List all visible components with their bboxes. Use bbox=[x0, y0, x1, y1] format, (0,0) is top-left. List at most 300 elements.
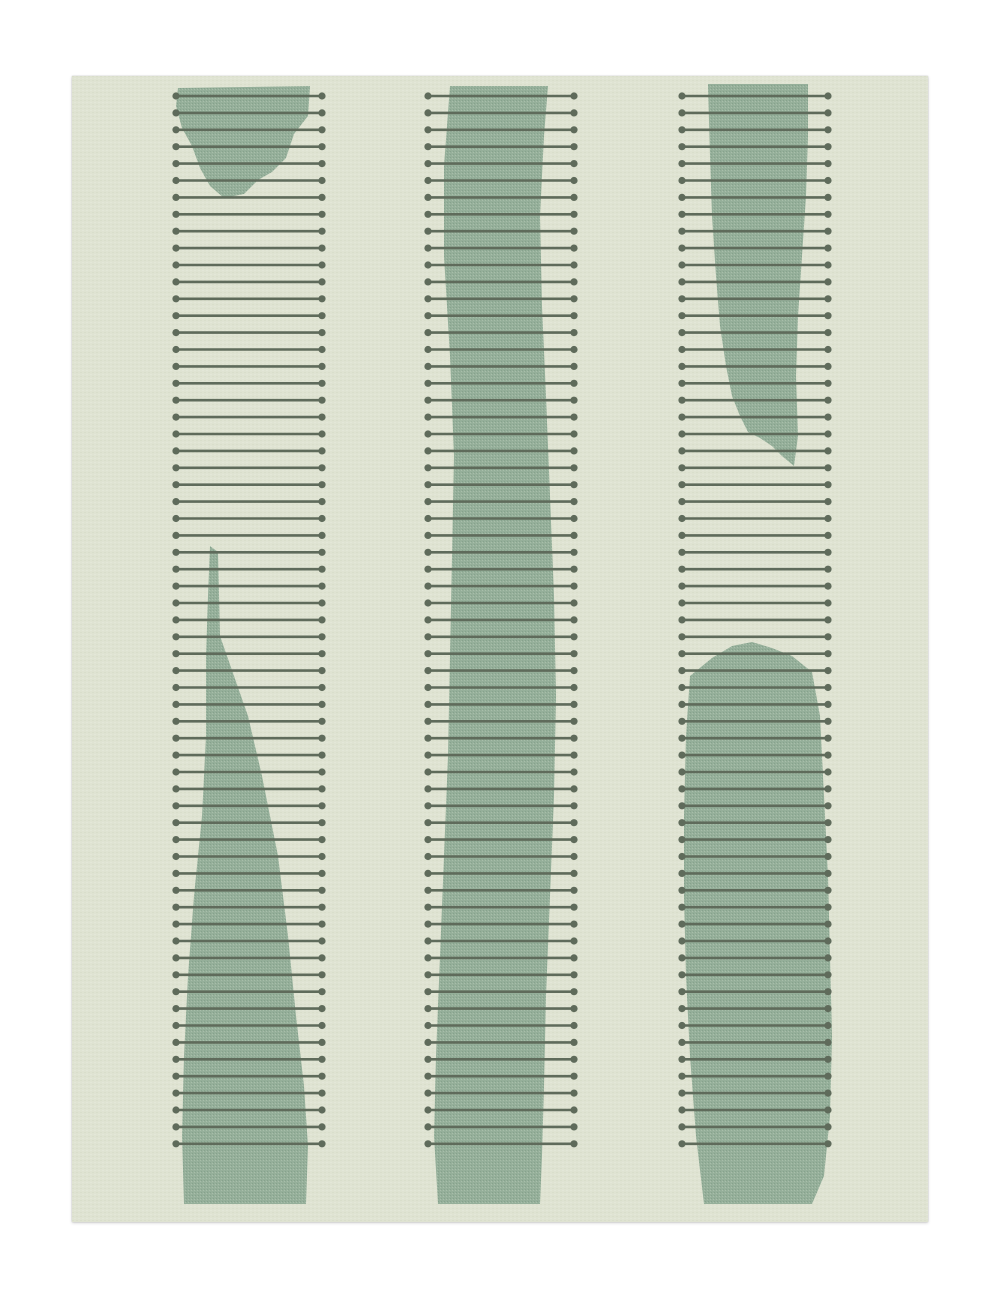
rung-dot bbox=[424, 363, 431, 370]
rung-dot bbox=[824, 397, 831, 404]
rung-dot bbox=[570, 971, 577, 978]
rung-dot bbox=[570, 430, 577, 437]
rung-dot bbox=[318, 853, 325, 860]
rung-dot bbox=[424, 532, 431, 539]
rung-dot bbox=[424, 1039, 431, 1046]
rung-dot bbox=[172, 414, 179, 421]
rung-dot bbox=[424, 1056, 431, 1063]
rung-dot bbox=[318, 802, 325, 809]
rung-dot bbox=[678, 667, 685, 674]
rung-dot bbox=[424, 633, 431, 640]
rung-dot bbox=[570, 937, 577, 944]
rung-dot bbox=[172, 295, 179, 302]
rung-dot bbox=[318, 447, 325, 454]
rung-dot bbox=[570, 752, 577, 759]
rung-dot bbox=[318, 1106, 325, 1113]
rung-dot bbox=[570, 278, 577, 285]
rung-dot bbox=[678, 1106, 685, 1113]
rung-dot bbox=[424, 954, 431, 961]
rung-dot bbox=[570, 768, 577, 775]
rung-dot bbox=[318, 160, 325, 167]
rung-dot bbox=[678, 211, 685, 218]
rung-dot bbox=[824, 1056, 831, 1063]
rung-dot bbox=[318, 735, 325, 742]
rung-dot bbox=[172, 549, 179, 556]
rung-dot bbox=[678, 414, 685, 421]
rung-dot bbox=[172, 447, 179, 454]
rung-dot bbox=[570, 583, 577, 590]
rung-dot bbox=[824, 1039, 831, 1046]
rung-dot bbox=[172, 1090, 179, 1097]
rung-dot bbox=[424, 245, 431, 252]
rung-dot bbox=[424, 650, 431, 657]
rung-dot bbox=[172, 228, 179, 235]
rung-dot bbox=[824, 887, 831, 894]
rung-dot bbox=[172, 768, 179, 775]
rung-dot bbox=[424, 1123, 431, 1130]
rung-dot bbox=[318, 599, 325, 606]
rung-dot bbox=[678, 464, 685, 471]
rung-dot bbox=[172, 802, 179, 809]
rung-dot bbox=[424, 937, 431, 944]
rung-dot bbox=[824, 836, 831, 843]
rung-dot bbox=[424, 380, 431, 387]
rung-dot bbox=[424, 160, 431, 167]
rung-dot bbox=[824, 650, 831, 657]
rung-dot bbox=[824, 954, 831, 961]
rung-dot bbox=[172, 1073, 179, 1080]
rung-dot bbox=[824, 718, 831, 725]
rung-dot bbox=[172, 515, 179, 522]
rung-dot bbox=[824, 329, 831, 336]
rung-dot bbox=[424, 414, 431, 421]
rung-dot bbox=[570, 988, 577, 995]
rung-dot bbox=[318, 414, 325, 421]
rung-dot bbox=[824, 295, 831, 302]
rung-dot bbox=[678, 363, 685, 370]
rung-dot bbox=[172, 684, 179, 691]
rung-dot bbox=[318, 1056, 325, 1063]
rung-dot bbox=[318, 1022, 325, 1029]
rung-dot bbox=[824, 481, 831, 488]
rung-dot bbox=[678, 380, 685, 387]
rung-dot bbox=[318, 1090, 325, 1097]
rung-dot bbox=[678, 752, 685, 759]
rung-dot bbox=[678, 684, 685, 691]
rung-dot bbox=[318, 904, 325, 911]
rung-dot bbox=[824, 735, 831, 742]
rung-dot bbox=[824, 566, 831, 573]
rung-dot bbox=[824, 583, 831, 590]
rung-dot bbox=[678, 346, 685, 353]
rung-dot bbox=[678, 853, 685, 860]
rung-dot bbox=[172, 583, 179, 590]
rung-dot bbox=[172, 566, 179, 573]
rung-dot bbox=[570, 633, 577, 640]
rung-dot bbox=[424, 667, 431, 674]
rung-dot bbox=[824, 802, 831, 809]
rung-dot bbox=[570, 549, 577, 556]
rung-dot bbox=[824, 532, 831, 539]
rung-dot bbox=[424, 735, 431, 742]
rung-dot bbox=[824, 92, 831, 99]
rung-dot bbox=[570, 126, 577, 133]
rung-dot bbox=[424, 549, 431, 556]
rung-dot bbox=[172, 836, 179, 843]
rung-dot bbox=[424, 261, 431, 268]
rung-dot bbox=[424, 211, 431, 218]
rung-dot bbox=[570, 921, 577, 928]
rung-dot bbox=[172, 464, 179, 471]
rung-dot bbox=[678, 1056, 685, 1063]
rung-dot bbox=[172, 988, 179, 995]
rung-dot bbox=[424, 126, 431, 133]
rung-dot bbox=[824, 633, 831, 640]
rung-dot bbox=[824, 1005, 831, 1012]
rung-dot bbox=[824, 363, 831, 370]
rung-dot bbox=[172, 329, 179, 336]
rung-dot bbox=[318, 380, 325, 387]
rung-dot bbox=[678, 836, 685, 843]
rung-dot bbox=[570, 1005, 577, 1012]
rung-dot bbox=[424, 718, 431, 725]
rung-dot bbox=[318, 464, 325, 471]
rung-dot bbox=[318, 1123, 325, 1130]
rung-dot bbox=[678, 1073, 685, 1080]
rung-dot bbox=[424, 1005, 431, 1012]
rung-dot bbox=[570, 194, 577, 201]
rung-dot bbox=[172, 701, 179, 708]
rung-dot bbox=[318, 194, 325, 201]
rung-dot bbox=[318, 701, 325, 708]
rung-dot bbox=[824, 1022, 831, 1029]
rung-dot bbox=[318, 1073, 325, 1080]
rung-dot bbox=[172, 481, 179, 488]
rung-dot bbox=[570, 312, 577, 319]
rung-dot bbox=[570, 870, 577, 877]
rung-dot bbox=[424, 295, 431, 302]
rung-dot bbox=[678, 160, 685, 167]
rung-dot bbox=[570, 380, 577, 387]
rung-dot bbox=[570, 160, 577, 167]
rung-dot bbox=[172, 532, 179, 539]
rung-dot bbox=[318, 92, 325, 99]
rung-dot bbox=[570, 701, 577, 708]
rung-dot bbox=[678, 785, 685, 792]
rung-dot bbox=[172, 498, 179, 505]
rung-dot bbox=[678, 397, 685, 404]
rung-dot bbox=[678, 887, 685, 894]
rung-dot bbox=[318, 633, 325, 640]
rung-dot bbox=[824, 278, 831, 285]
rung-dot bbox=[824, 785, 831, 792]
rung-dot bbox=[824, 988, 831, 995]
rung-dot bbox=[824, 870, 831, 877]
rung-dot bbox=[318, 684, 325, 691]
rung-dot bbox=[318, 363, 325, 370]
rung-dot bbox=[318, 228, 325, 235]
rung-dot bbox=[824, 549, 831, 556]
rung-dot bbox=[318, 650, 325, 657]
rung-dot bbox=[570, 228, 577, 235]
rung-dot bbox=[824, 177, 831, 184]
rung-dot bbox=[172, 921, 179, 928]
rung-dot bbox=[824, 261, 831, 268]
rung-dot bbox=[172, 278, 179, 285]
rung-dot bbox=[570, 1090, 577, 1097]
rung-dot bbox=[424, 887, 431, 894]
rung-dot bbox=[172, 160, 179, 167]
rung-dot bbox=[824, 1140, 831, 1147]
rung-dot bbox=[172, 667, 179, 674]
rung-dot bbox=[424, 177, 431, 184]
rung-dot bbox=[172, 143, 179, 150]
rung-dot bbox=[318, 549, 325, 556]
rung-dot bbox=[824, 1106, 831, 1113]
rung-dot bbox=[424, 819, 431, 826]
rung-dot bbox=[424, 498, 431, 505]
rung-dot bbox=[424, 566, 431, 573]
rung-dot bbox=[678, 735, 685, 742]
rung-dot bbox=[824, 904, 831, 911]
rung-dot bbox=[570, 346, 577, 353]
rung-dot bbox=[424, 447, 431, 454]
rung-dot bbox=[678, 870, 685, 877]
rung-dot bbox=[678, 1090, 685, 1097]
rung-dot bbox=[424, 481, 431, 488]
rung-dot bbox=[318, 752, 325, 759]
rung-dot bbox=[678, 532, 685, 539]
rung-dot bbox=[824, 684, 831, 691]
rung-dot bbox=[318, 937, 325, 944]
rung-dot bbox=[424, 616, 431, 623]
rung-dot bbox=[824, 194, 831, 201]
rung-dot bbox=[678, 954, 685, 961]
rung-dot bbox=[424, 768, 431, 775]
rung-dot bbox=[318, 1039, 325, 1046]
rung-dot bbox=[424, 1106, 431, 1113]
rung-dot bbox=[318, 954, 325, 961]
rung-dot bbox=[318, 143, 325, 150]
rung-dot bbox=[172, 92, 179, 99]
rung-dot bbox=[678, 1022, 685, 1029]
rung-dot bbox=[172, 1106, 179, 1113]
rung-dot bbox=[824, 464, 831, 471]
rung-dot bbox=[172, 1056, 179, 1063]
rung-dot bbox=[318, 718, 325, 725]
rung-dot bbox=[570, 650, 577, 657]
rung-dot bbox=[678, 430, 685, 437]
rung-dot bbox=[172, 752, 179, 759]
rung-dot bbox=[424, 752, 431, 759]
rung-dot bbox=[570, 92, 577, 99]
rung-dot bbox=[678, 447, 685, 454]
rung-dot bbox=[318, 1140, 325, 1147]
rung-dot bbox=[678, 971, 685, 978]
rung-dot bbox=[172, 971, 179, 978]
rung-dot bbox=[824, 211, 831, 218]
rung-dot bbox=[318, 532, 325, 539]
rung-dot bbox=[824, 447, 831, 454]
rung-dot bbox=[824, 346, 831, 353]
rung-dot bbox=[318, 667, 325, 674]
rung-dot bbox=[570, 887, 577, 894]
rung-dot bbox=[172, 1005, 179, 1012]
rung-dot bbox=[824, 414, 831, 421]
rung-dot bbox=[570, 904, 577, 911]
rung-dot bbox=[570, 616, 577, 623]
rung-dot bbox=[824, 143, 831, 150]
rung-dot bbox=[570, 819, 577, 826]
rung-dot bbox=[824, 380, 831, 387]
rung-dot bbox=[172, 363, 179, 370]
rung-dot bbox=[678, 1005, 685, 1012]
rung-dot bbox=[824, 921, 831, 928]
rung-dot bbox=[172, 397, 179, 404]
rung-dot bbox=[570, 177, 577, 184]
rung-dot bbox=[824, 616, 831, 623]
rung-dot bbox=[172, 904, 179, 911]
rung-dot bbox=[318, 836, 325, 843]
rug-image bbox=[72, 76, 928, 1222]
rung-dot bbox=[570, 667, 577, 674]
rung-dot bbox=[318, 346, 325, 353]
rung-dot bbox=[824, 937, 831, 944]
rung-dot bbox=[424, 836, 431, 843]
rung-dot bbox=[678, 194, 685, 201]
rung-dot bbox=[570, 735, 577, 742]
rung-dot bbox=[678, 921, 685, 928]
rung-dot bbox=[570, 684, 577, 691]
rung-dot bbox=[570, 1073, 577, 1080]
rung-dot bbox=[318, 245, 325, 252]
rung-dot bbox=[570, 414, 577, 421]
rung-dot bbox=[678, 481, 685, 488]
rung-dot bbox=[824, 312, 831, 319]
rung-dot bbox=[824, 228, 831, 235]
rung-dot bbox=[172, 937, 179, 944]
rung-dot bbox=[172, 718, 179, 725]
rung-dot bbox=[678, 904, 685, 911]
rung-dot bbox=[318, 819, 325, 826]
rung-dot bbox=[318, 126, 325, 133]
rung-dot bbox=[824, 971, 831, 978]
rung-dot bbox=[678, 819, 685, 826]
rung-dot bbox=[424, 515, 431, 522]
rung-dot bbox=[424, 599, 431, 606]
rung-dot bbox=[678, 718, 685, 725]
rung-dot bbox=[678, 312, 685, 319]
rung-dot bbox=[318, 397, 325, 404]
rung-dot bbox=[318, 278, 325, 285]
rung-dot bbox=[424, 278, 431, 285]
rung-dot bbox=[172, 194, 179, 201]
rung-dot bbox=[678, 616, 685, 623]
rung-dot bbox=[678, 1140, 685, 1147]
rung-dot bbox=[570, 464, 577, 471]
rung-dot bbox=[318, 295, 325, 302]
rung-dot bbox=[570, 245, 577, 252]
rung-dot bbox=[172, 633, 179, 640]
rung-dot bbox=[318, 616, 325, 623]
rung-dot bbox=[678, 92, 685, 99]
rung-dot bbox=[424, 988, 431, 995]
rung-dot bbox=[570, 1039, 577, 1046]
rung-dot bbox=[678, 937, 685, 944]
rung-dot bbox=[824, 160, 831, 167]
rung-dot bbox=[424, 904, 431, 911]
rung-dot bbox=[172, 346, 179, 353]
rung-dot bbox=[570, 1056, 577, 1063]
rung-dot bbox=[570, 718, 577, 725]
rung-dot bbox=[424, 1022, 431, 1029]
rung-dot bbox=[424, 430, 431, 437]
rung-dot bbox=[318, 768, 325, 775]
rung-dot bbox=[318, 971, 325, 978]
rung-dot bbox=[570, 599, 577, 606]
rung-dot bbox=[824, 430, 831, 437]
rung-dot bbox=[678, 650, 685, 657]
rung-dot bbox=[172, 126, 179, 133]
rung-dot bbox=[678, 802, 685, 809]
rung-dot bbox=[318, 515, 325, 522]
rung-dot bbox=[318, 1005, 325, 1012]
rung-dot bbox=[824, 599, 831, 606]
rung-dot bbox=[172, 785, 179, 792]
rung-dot bbox=[570, 532, 577, 539]
rung-dot bbox=[824, 126, 831, 133]
rung-dot bbox=[318, 109, 325, 116]
rung-dot bbox=[424, 684, 431, 691]
rung-dot bbox=[678, 1123, 685, 1130]
rung-dot bbox=[678, 126, 685, 133]
rung-dot bbox=[172, 1039, 179, 1046]
rung-dot bbox=[570, 853, 577, 860]
rung-dot bbox=[318, 583, 325, 590]
rung-dot bbox=[172, 312, 179, 319]
rung-dot bbox=[678, 549, 685, 556]
rung-dot bbox=[678, 498, 685, 505]
rung-dot bbox=[172, 211, 179, 218]
rung-dot bbox=[172, 261, 179, 268]
rung-dot bbox=[824, 1090, 831, 1097]
rung-dot bbox=[678, 515, 685, 522]
rung-dot bbox=[424, 329, 431, 336]
rung-dot bbox=[678, 278, 685, 285]
rung-dot bbox=[172, 1140, 179, 1147]
rung-dot bbox=[172, 887, 179, 894]
rung-dot bbox=[424, 870, 431, 877]
rung-dot bbox=[172, 870, 179, 877]
rung-dot bbox=[570, 109, 577, 116]
rung-dot bbox=[318, 312, 325, 319]
rung-dot bbox=[824, 245, 831, 252]
rung-dot bbox=[424, 397, 431, 404]
rung-dot bbox=[570, 1022, 577, 1029]
brush-stroke bbox=[434, 86, 556, 1204]
rung-dot bbox=[172, 177, 179, 184]
rung-dot bbox=[570, 363, 577, 370]
rung-dot bbox=[570, 481, 577, 488]
rung-dot bbox=[424, 785, 431, 792]
rung-dot bbox=[678, 701, 685, 708]
rung-dot bbox=[424, 1073, 431, 1080]
rung-dot bbox=[424, 228, 431, 235]
rung-dot bbox=[424, 92, 431, 99]
rung-dot bbox=[424, 802, 431, 809]
rung-dot bbox=[318, 921, 325, 928]
rung-dot bbox=[424, 464, 431, 471]
